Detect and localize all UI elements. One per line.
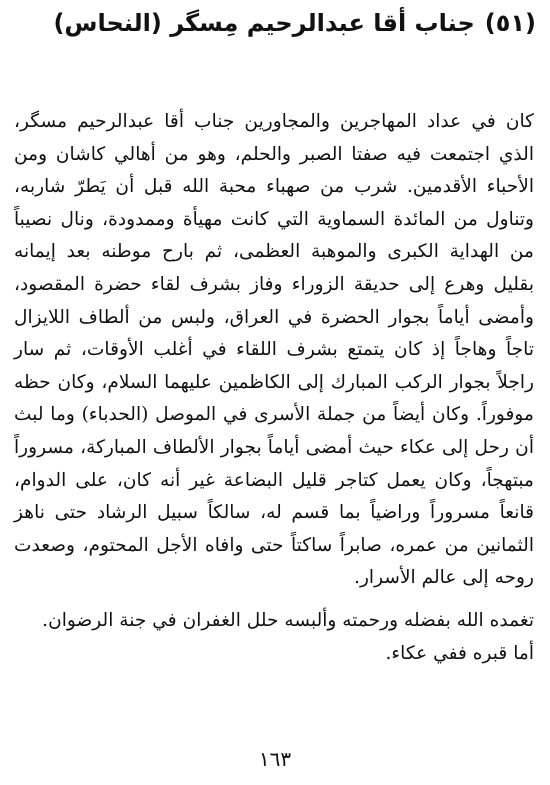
page-number: ١٦٣ xyxy=(258,747,292,771)
section-heading xyxy=(14,6,536,40)
section-number: (٥١) xyxy=(484,9,536,37)
body-text xyxy=(14,106,534,670)
paragraph-burial: أما قبره ففي عكاء. xyxy=(385,642,534,664)
paragraph-prayer: تغمده الله بفضله ورحمته وألبسه حلل الغفران في جنة الرضوان. xyxy=(42,609,534,631)
section-title: جناب أقا عبدالرحيم مِسگر (النحاس) xyxy=(53,9,475,37)
paragraph-main: كان في عداد المهاجرين والمجاورين جناب أقا عبدالرحيم مسگر، الذي اجتمعت فيه صفتا الصبر والحلم، وهو من أهالي كاشان ومن الأحباء الأقدمين. شرب من صهباء محبة الله قبل أن يَطرّ شاربه، وتناول من المائدة السماوية التي كانت مهيأة وممدودة، ونال نصيباً من الهداية الكبرى والموهبة العظمى، ثم بارح موطنه بعد إيمانه بقليل وهرع إلى حديقة الزوراء وفاز بشرف لقاء حضرة المقصود، وأمضى أياماً بجوار الحضرة في العراق، ولبس من ألطاف اللايزال تاجاً وهاجاً إذ كان يتمتع بشرف اللقاء في أغلب الأوقات، ثم سار راجلاً بجوار الركب المبارك إلى الكاظمين عليهما السلام، وكان حظه موفوراً. وكان أيضاً من جملة الأسرى في الموصل (الحدباء) وما لبث أن رحل إلى عكاء حيث أمضى أياماً بجوار الألطاف المباركة، مسروراً مبتهجاً، وكان يعمل كتاجر قليل البضاعة غير أنه كان، على الدوام، قانعاً مسروراً وراضياً بما قسم له، سالكاً سبيل الرشاد حتى ناهز الثمانين من عمره، صابراً ساكتاً حتى وافاه الأجل المحتوم، وصعدت روحه إلى عالم الأسرار. xyxy=(14,111,534,589)
